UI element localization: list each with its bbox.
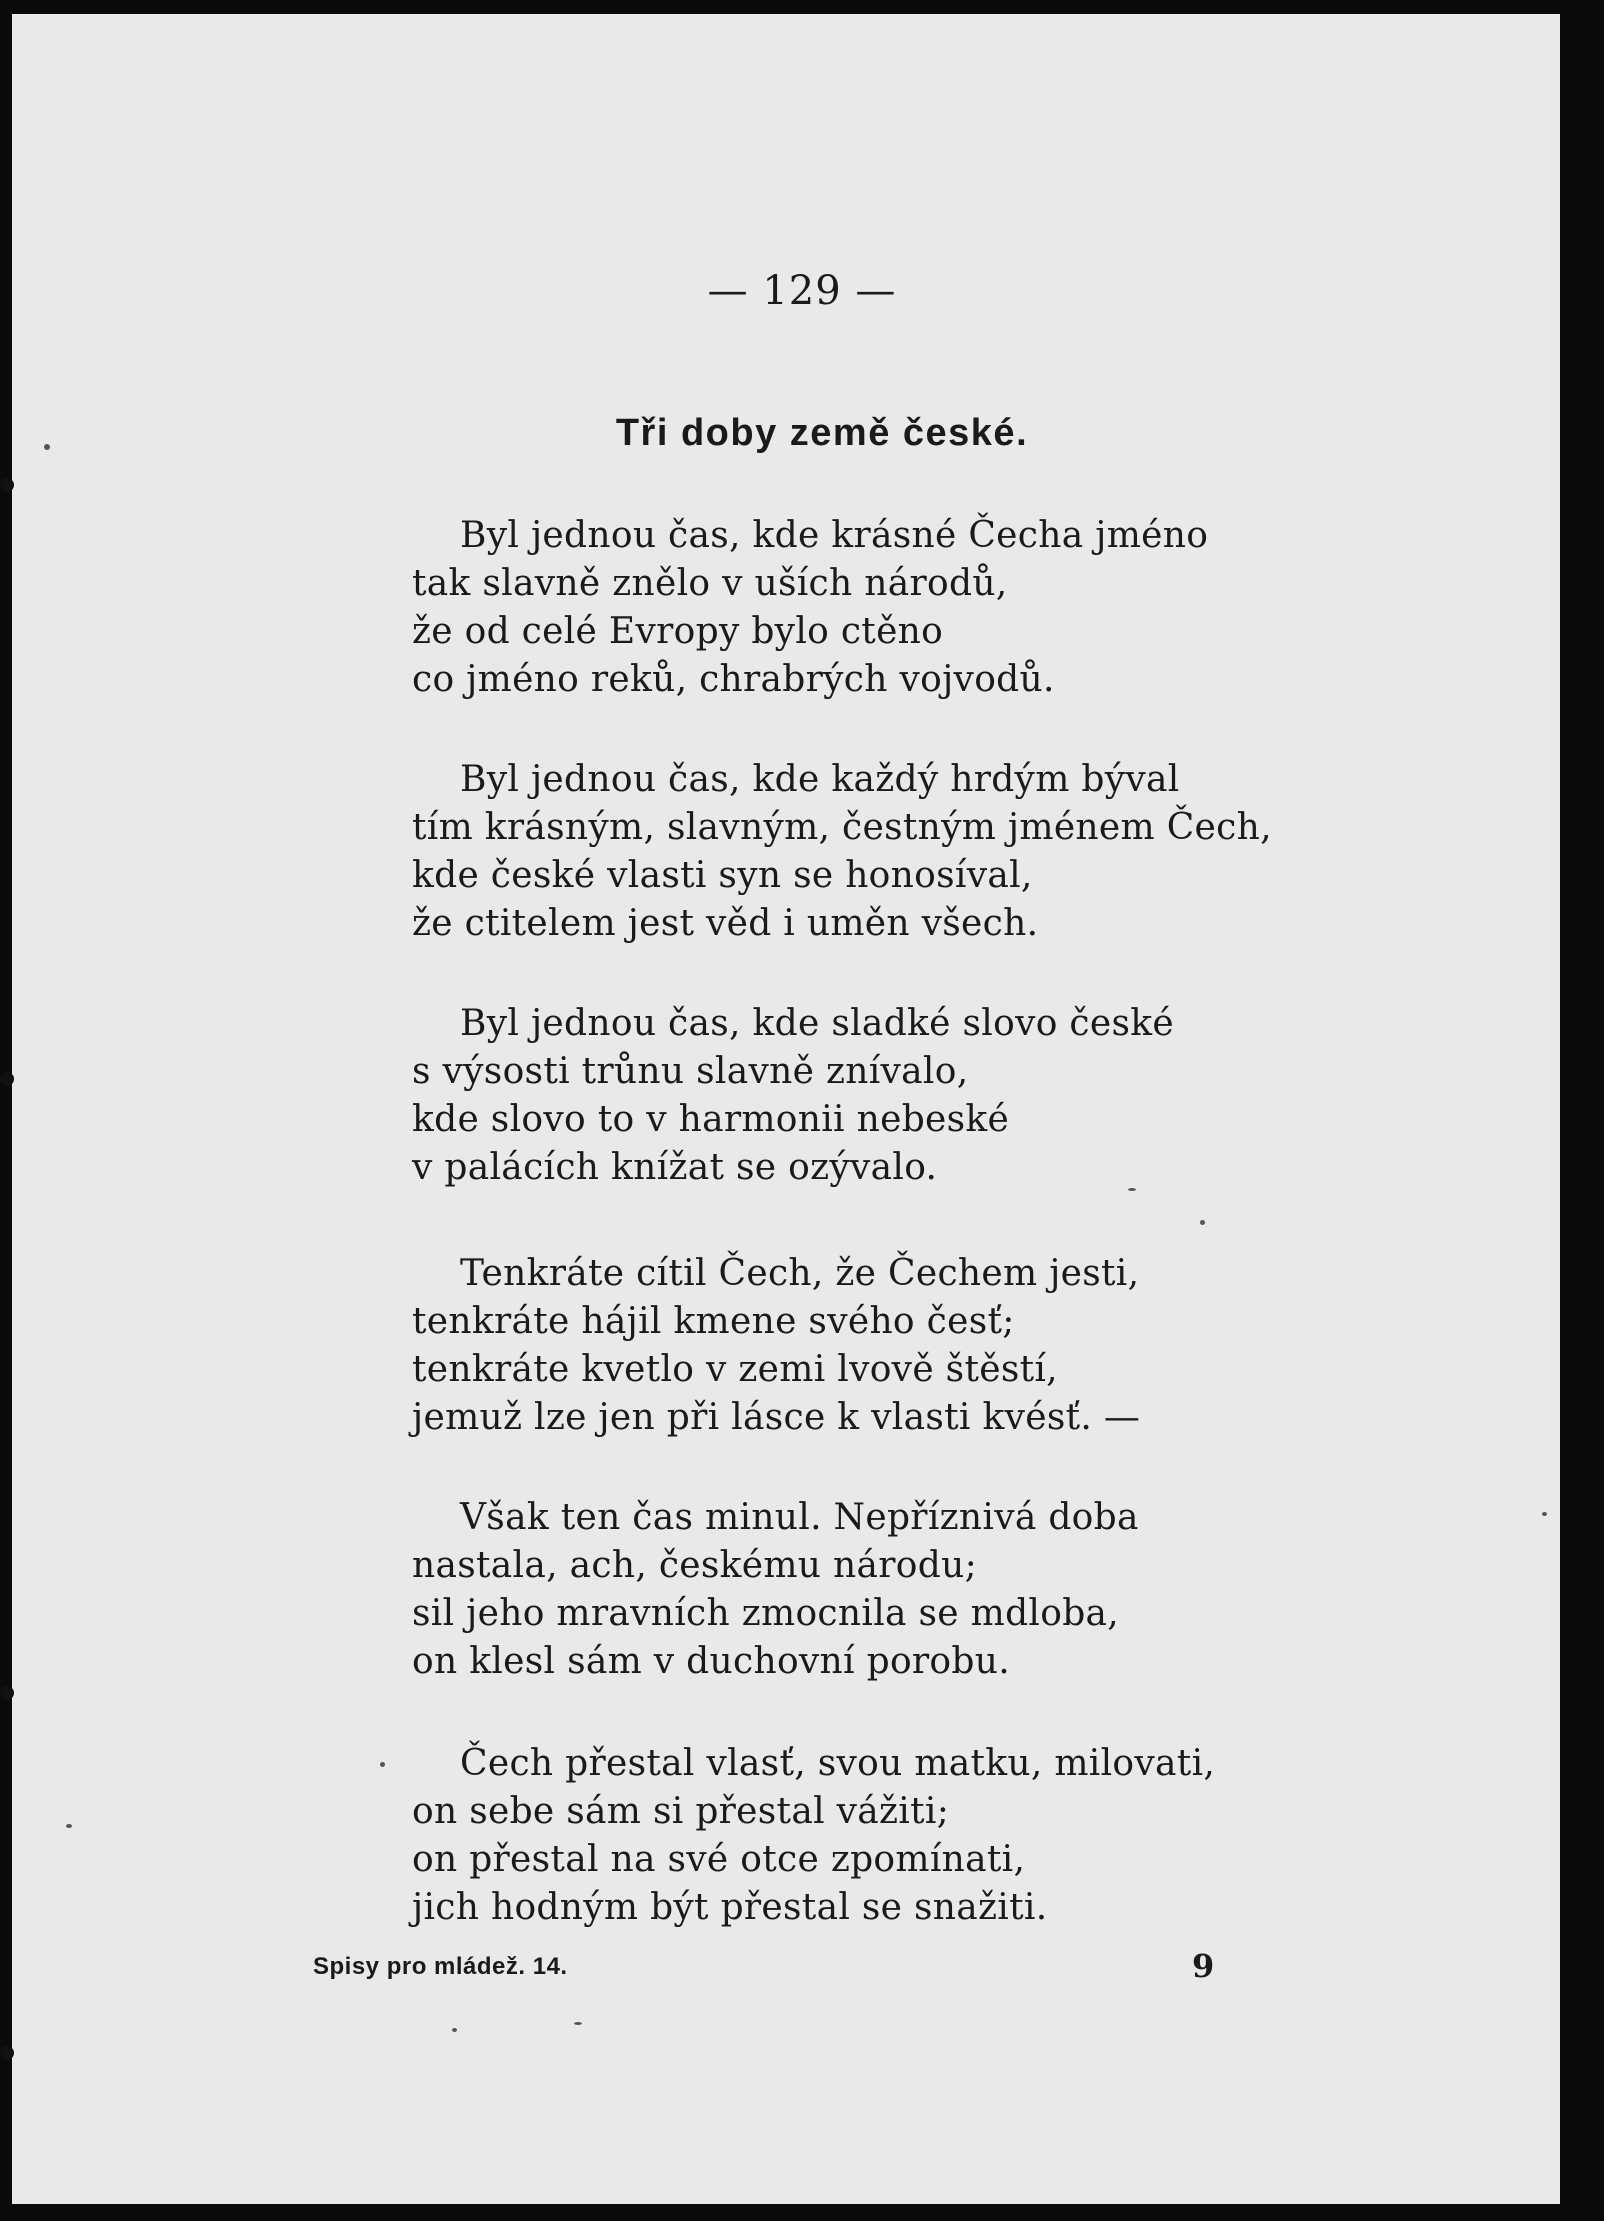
stanza-5 <box>412 1494 1272 1686</box>
stanza-2 <box>412 756 1272 948</box>
verse-line: on přestal na své otce zpomínati, <box>412 1839 1026 1880</box>
verse-line: že od celé Evropy bylo ctěno <box>412 611 944 652</box>
verse-line: tenkráte hájil kmene svého česť; <box>412 1301 1015 1342</box>
stanza-6 <box>412 1740 1272 1932</box>
stanza-4 <box>412 1250 1272 1442</box>
verse-line: jemuž lze jen při lásce k vlasti kvésť. — <box>412 1397 1141 1438</box>
verse-line: on sebe sám si přestal vážiti; <box>412 1791 950 1832</box>
verse-line: tím krásným, slavným, čestným jménem Čech, <box>412 807 1272 848</box>
verse-line: v palácích knížat se ozývalo. <box>412 1147 938 1188</box>
verse-line: že ctitelem jest věd i uměn všech. <box>412 903 1039 944</box>
stanza-3 <box>412 1000 1272 1192</box>
verse-line: kde české vlasti syn se honosíval, <box>412 855 1033 896</box>
binding-hole-mark <box>0 478 14 492</box>
scan-speck <box>380 1762 385 1767</box>
verse-line: Byl jednou čas, kde krásné Čecha jméno <box>460 515 1209 556</box>
verse-line: Byl jednou čas, kde každý hrdým býval <box>460 759 1180 800</box>
verse-line: tenkráte kvetlo v zemi lvově štěstí, <box>412 1349 1058 1390</box>
binding-hole-mark <box>0 1686 14 1700</box>
binding-hole-mark <box>0 1072 14 1086</box>
scan-speck <box>452 2028 457 2032</box>
verse-line: nastala, ach, českému národu; <box>412 1545 978 1586</box>
scan-speck <box>66 1824 72 1828</box>
verse-line: tak slavně znělo v uších národů, <box>412 563 1008 604</box>
stanza-1 <box>412 512 1272 704</box>
verse-line: sil jeho mravních zmocnila se mdloba, <box>412 1593 1120 1634</box>
page-number: — 129 — <box>707 268 897 314</box>
verse-line: s výsosti trůnu slavně znívalo, <box>412 1051 969 1092</box>
verse-line: jich hodným být přestal se snažiti. <box>412 1887 1048 1928</box>
verse-line: Však ten čas minul. Nepříznivá doba <box>460 1497 1139 1538</box>
verse-line: Byl jednou čas, kde sladké slovo české <box>460 1003 1174 1044</box>
scan-speck <box>1200 1220 1205 1225</box>
footer-signature: Spisy pro mládež. 14. <box>313 1953 568 1980</box>
scan-speck <box>1542 1512 1547 1516</box>
verse-line: Čech přestal vlasť, svou matku, milovati, <box>460 1743 1216 1784</box>
verse-line: Tenkráte cítil Čech, že Čechem jesti, <box>460 1253 1140 1294</box>
footer-sheet-mark: 9 <box>1192 1947 1215 1985</box>
verse-line: kde slovo to v harmonii nebeské <box>412 1099 1010 1140</box>
poem-title: Tři doby země české. <box>615 412 1029 454</box>
verse-line: on klesl sám v duchovní porobu. <box>412 1641 1010 1682</box>
verse-line: co jméno reků, chrabrých vojvodů. <box>412 659 1055 700</box>
scan-speck <box>574 2022 582 2025</box>
binding-hole-mark <box>0 2046 14 2060</box>
